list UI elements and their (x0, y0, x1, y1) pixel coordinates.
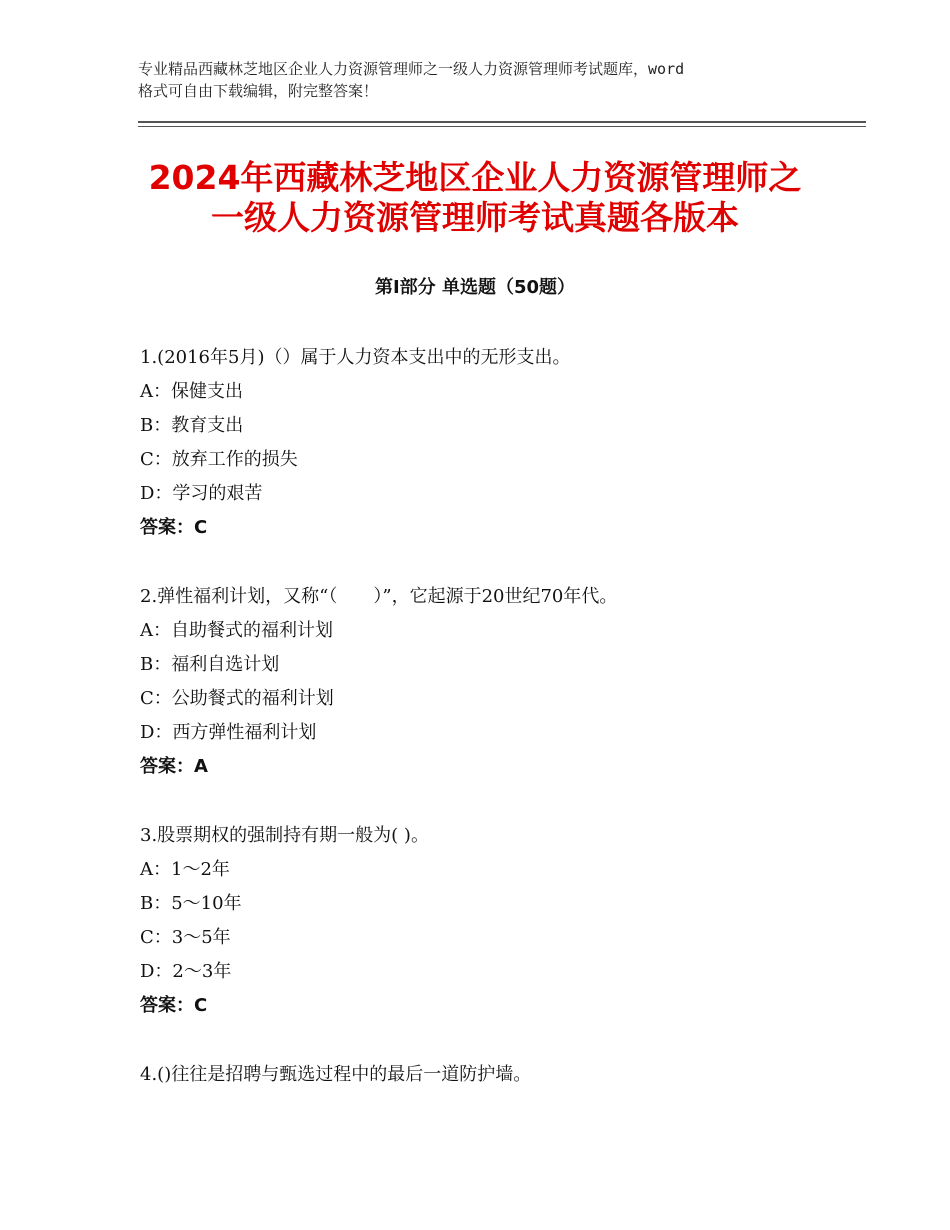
document-title-line-1: 2024年西藏林芝地区企业人力资源管理师之 (148, 158, 802, 197)
answer-key: 答案：C (140, 517, 208, 538)
option-d: D：2～3年 (140, 961, 232, 982)
option-d: D：学习的艰苦 (140, 483, 263, 504)
question-4 (140, 1058, 860, 1092)
section-title: 第I部分 单选题（50题） (374, 277, 575, 298)
question-3 (140, 819, 860, 1023)
document-title (100, 158, 850, 238)
header-divider-thick (138, 121, 866, 123)
answer-key: 答案：A (140, 756, 208, 777)
document-title-line-2: 一级人力资源管理师考试真题各版本 (211, 198, 739, 237)
option-a: A：自助餐式的福利计划 (140, 620, 333, 641)
document-header-note (138, 58, 828, 102)
question-1 (140, 341, 860, 545)
option-c: C：3～5年 (140, 927, 231, 948)
header-note-line-1: 专业精品西藏林芝地区企业人力资源管理师之一级人力资源管理师考试题库，word (138, 60, 685, 78)
option-a: A：保健支出 (140, 381, 243, 402)
option-c: C：放弃工作的损失 (140, 449, 298, 470)
option-b: B：教育支出 (140, 415, 244, 436)
header-note-line-2: 格式可自由下载编辑，附完整答案！ (138, 82, 379, 100)
question-stem: 2.弹性福利计划，又称“（ ）”，它起源于20世纪70年代。 (140, 586, 618, 607)
question-2 (140, 580, 860, 784)
option-b: B：5～10年 (140, 893, 242, 914)
question-stem: 1.(2016年5月)（）属于人力资本支出中的无形支出。 (140, 347, 571, 368)
option-d: D：西方弹性福利计划 (140, 722, 317, 743)
option-a: A：1～2年 (140, 859, 230, 880)
answer-key: 答案：C (140, 995, 208, 1016)
option-b: B：福利自选计划 (140, 654, 280, 675)
question-stem: 4.()往往是招聘与甄选过程中的最后一道防护墙。 (140, 1064, 532, 1085)
header-divider-thin (138, 126, 866, 127)
question-stem: 3.股票期权的强制持有期一般为( )。 (140, 825, 429, 846)
option-c: C：公助餐式的福利计划 (140, 688, 334, 709)
